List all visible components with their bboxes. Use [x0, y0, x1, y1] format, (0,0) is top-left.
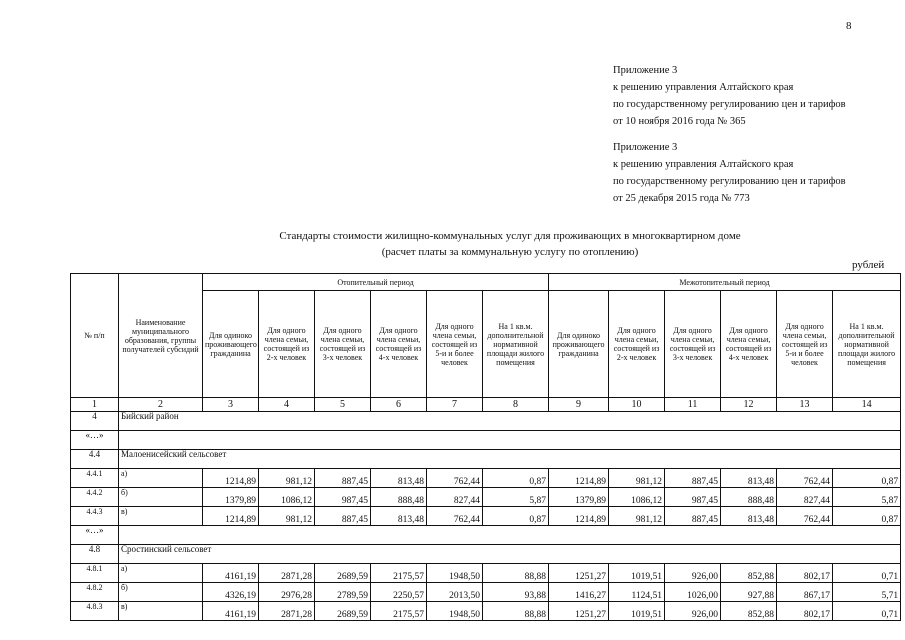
appendix-line: по государственному регулированию цен и тарифов: [613, 99, 846, 110]
value-cell: 981,12: [259, 469, 315, 488]
value-cell: 987,45: [665, 488, 721, 507]
value-cell: 0,87: [483, 507, 549, 526]
value-cell: 2789,59: [315, 583, 371, 602]
table-row: [71, 583, 901, 602]
value-cell: 4326,19: [203, 583, 259, 602]
row-number: 4.4.1: [71, 469, 119, 488]
value-cell: 813,48: [371, 507, 427, 526]
value-cell: 1251,27: [549, 564, 609, 583]
value-cell: 0,87: [833, 469, 901, 488]
header-nonheating-period: Межотопительный период: [549, 274, 901, 291]
header-heating-period: Отопительный период: [203, 274, 549, 291]
header-heating-col: На 1 кв.м. дополнительной нормативной площади жилого помещения: [483, 291, 549, 398]
section-row: [71, 431, 901, 450]
section-row: [71, 526, 901, 545]
column-number: 10: [609, 398, 665, 412]
appendix-line: Приложение 3: [613, 142, 678, 153]
section-name: [119, 526, 901, 545]
value-cell: 2689,59: [315, 564, 371, 583]
value-cell: 1026,00: [665, 583, 721, 602]
value-cell: 1379,89: [549, 488, 609, 507]
row-name: а): [119, 469, 203, 488]
value-cell: 927,88: [721, 583, 777, 602]
table-row: [71, 469, 901, 488]
row-name: в): [119, 507, 203, 526]
value-cell: 2871,28: [259, 564, 315, 583]
appendix-line: от 10 ноября 2016 года № 365: [613, 116, 746, 127]
value-cell: 4161,19: [203, 602, 259, 621]
value-cell: 813,48: [371, 469, 427, 488]
row-number: 4.8.1: [71, 564, 119, 583]
value-cell: 1214,89: [549, 507, 609, 526]
appendix-line: от 25 декабря 2015 года № 773: [613, 193, 750, 204]
value-cell: 981,12: [609, 469, 665, 488]
value-cell: 813,48: [721, 507, 777, 526]
value-cell: 1214,89: [203, 469, 259, 488]
value-cell: 88,88: [483, 602, 549, 621]
column-number: 3: [203, 398, 259, 412]
section-name: Сростинский сельсовет: [119, 545, 901, 564]
header-nonheating-col: Для одиноко проживающего гражданина: [549, 291, 609, 398]
value-cell: 1019,51: [609, 602, 665, 621]
column-number: 12: [721, 398, 777, 412]
header-nonheating-col: На 1 кв.м. дополнительной нормативной площади жилого помещения: [833, 291, 901, 398]
row-name: б): [119, 488, 203, 507]
value-cell: 5,87: [833, 488, 901, 507]
value-cell: 867,17: [777, 583, 833, 602]
value-cell: 1086,12: [259, 488, 315, 507]
value-cell: 0,87: [833, 507, 901, 526]
value-cell: 0,87: [483, 469, 549, 488]
appendix-block-original: [613, 139, 846, 207]
row-number: 4.8.2: [71, 583, 119, 602]
header-heating-col: Для одного члена семьи, состоящей из 5-и и более человек: [427, 291, 483, 398]
value-cell: 88,88: [483, 564, 549, 583]
row-number: 4: [71, 412, 119, 431]
value-cell: 2976,28: [259, 583, 315, 602]
tariff-table: [70, 273, 901, 621]
section-name: Бийский район: [119, 412, 901, 431]
table-row: [71, 564, 901, 583]
value-cell: 1251,27: [549, 602, 609, 621]
row-number: 4.8.3: [71, 602, 119, 621]
value-cell: 981,12: [609, 507, 665, 526]
column-number: 5: [315, 398, 371, 412]
value-cell: 1124,51: [609, 583, 665, 602]
row-number: 4.4: [71, 450, 119, 469]
appendix-line: к решению управления Алтайского края: [613, 159, 794, 170]
value-cell: 1214,89: [549, 469, 609, 488]
value-cell: 887,45: [315, 507, 371, 526]
value-cell: 1948,50: [427, 602, 483, 621]
title-line: Стандарты стоимости жилищно-коммунальных услуг для проживающих в многоквартирном доме: [279, 230, 741, 242]
section-row: [71, 412, 901, 431]
value-cell: 93,88: [483, 583, 549, 602]
value-cell: 888,48: [721, 488, 777, 507]
row-number: 4.8: [71, 545, 119, 564]
column-number: 4: [259, 398, 315, 412]
value-cell: 762,44: [777, 469, 833, 488]
header-name: Наименование муниципального образования, группы получателей субсидий: [119, 274, 203, 398]
row-number: «…»: [71, 526, 119, 545]
value-cell: 987,45: [315, 488, 371, 507]
header-heating-col: Для одного члена семьи, состоящей из 4-х человек: [371, 291, 427, 398]
appendix-line: к решению управления Алтайского края: [613, 82, 794, 93]
appendix-block-current: [613, 62, 846, 130]
row-name: в): [119, 602, 203, 621]
value-cell: 5,87: [483, 488, 549, 507]
document-title: [210, 228, 810, 260]
table-row: [71, 488, 901, 507]
currency-unit: рублей: [852, 259, 885, 271]
value-cell: 1086,12: [609, 488, 665, 507]
value-cell: 887,45: [665, 469, 721, 488]
value-cell: 1948,50: [427, 564, 483, 583]
value-cell: 762,44: [427, 507, 483, 526]
value-cell: 981,12: [259, 507, 315, 526]
value-cell: 802,17: [777, 602, 833, 621]
header-heating-col: Для одиноко проживающего гражданина: [203, 291, 259, 398]
header-nonheating-col: Для одного члена семьи, состоящей из 5-и и более человек: [777, 291, 833, 398]
value-cell: 0,71: [833, 602, 901, 621]
header-nonheating-col: Для одного члена семьи, состоящей из 3-х человек: [665, 291, 721, 398]
column-number: 7: [427, 398, 483, 412]
value-cell: 2689,59: [315, 602, 371, 621]
value-cell: 5,71: [833, 583, 901, 602]
value-cell: 926,00: [665, 602, 721, 621]
value-cell: 4161,19: [203, 564, 259, 583]
row-number: «…»: [71, 431, 119, 450]
title-subline: (расчет платы за коммунальную услугу по отоплению): [381, 246, 639, 258]
appendix-line: по государственному регулированию цен и тарифов: [613, 176, 846, 187]
value-cell: 887,45: [315, 469, 371, 488]
value-cell: 926,00: [665, 564, 721, 583]
value-cell: 852,88: [721, 602, 777, 621]
row-name: б): [119, 583, 203, 602]
row-name: а): [119, 564, 203, 583]
value-cell: 0,71: [833, 564, 901, 583]
header-heating-col: Для одного члена семьи, состоящей из 2-х человек: [259, 291, 315, 398]
header-nonheating-col: Для одного члена семьи, состоящей из 4-х человек: [721, 291, 777, 398]
column-number: 8: [483, 398, 549, 412]
value-cell: 1416,27: [549, 583, 609, 602]
column-number: 1: [71, 398, 119, 412]
column-number: 6: [371, 398, 427, 412]
value-cell: 1019,51: [609, 564, 665, 583]
value-cell: 2250,57: [371, 583, 427, 602]
column-number: 13: [777, 398, 833, 412]
section-name: Малоенисейский сельсовет: [119, 450, 901, 469]
value-cell: 762,44: [777, 507, 833, 526]
header-heating-col: Для одного члена семьи, состоящей из 3-х человек: [315, 291, 371, 398]
section-name: [119, 431, 901, 450]
value-cell: 2175,57: [371, 602, 427, 621]
value-cell: 887,45: [665, 507, 721, 526]
row-number: 4.4.3: [71, 507, 119, 526]
value-cell: 2013,50: [427, 583, 483, 602]
column-number: 11: [665, 398, 721, 412]
value-cell: 762,44: [427, 469, 483, 488]
value-cell: 2175,57: [371, 564, 427, 583]
header-nonheating-col: Для одного члена семьи, состоящей из 2-х человек: [609, 291, 665, 398]
value-cell: 2871,28: [259, 602, 315, 621]
table-row: [71, 602, 901, 621]
column-number: 9: [549, 398, 609, 412]
row-number: 4.4.2: [71, 488, 119, 507]
value-cell: 827,44: [427, 488, 483, 507]
column-number: 2: [119, 398, 203, 412]
value-cell: 813,48: [721, 469, 777, 488]
appendix-line: Приложение 3: [613, 65, 678, 76]
section-row: [71, 450, 901, 469]
column-number: 14: [833, 398, 901, 412]
page-number: 8: [846, 20, 852, 32]
value-cell: 888,48: [371, 488, 427, 507]
value-cell: 1214,89: [203, 507, 259, 526]
value-cell: 1379,89: [203, 488, 259, 507]
table-row: [71, 507, 901, 526]
value-cell: 802,17: [777, 564, 833, 583]
section-row: [71, 545, 901, 564]
value-cell: 827,44: [777, 488, 833, 507]
value-cell: 852,88: [721, 564, 777, 583]
header-no: № п/п: [71, 274, 119, 398]
